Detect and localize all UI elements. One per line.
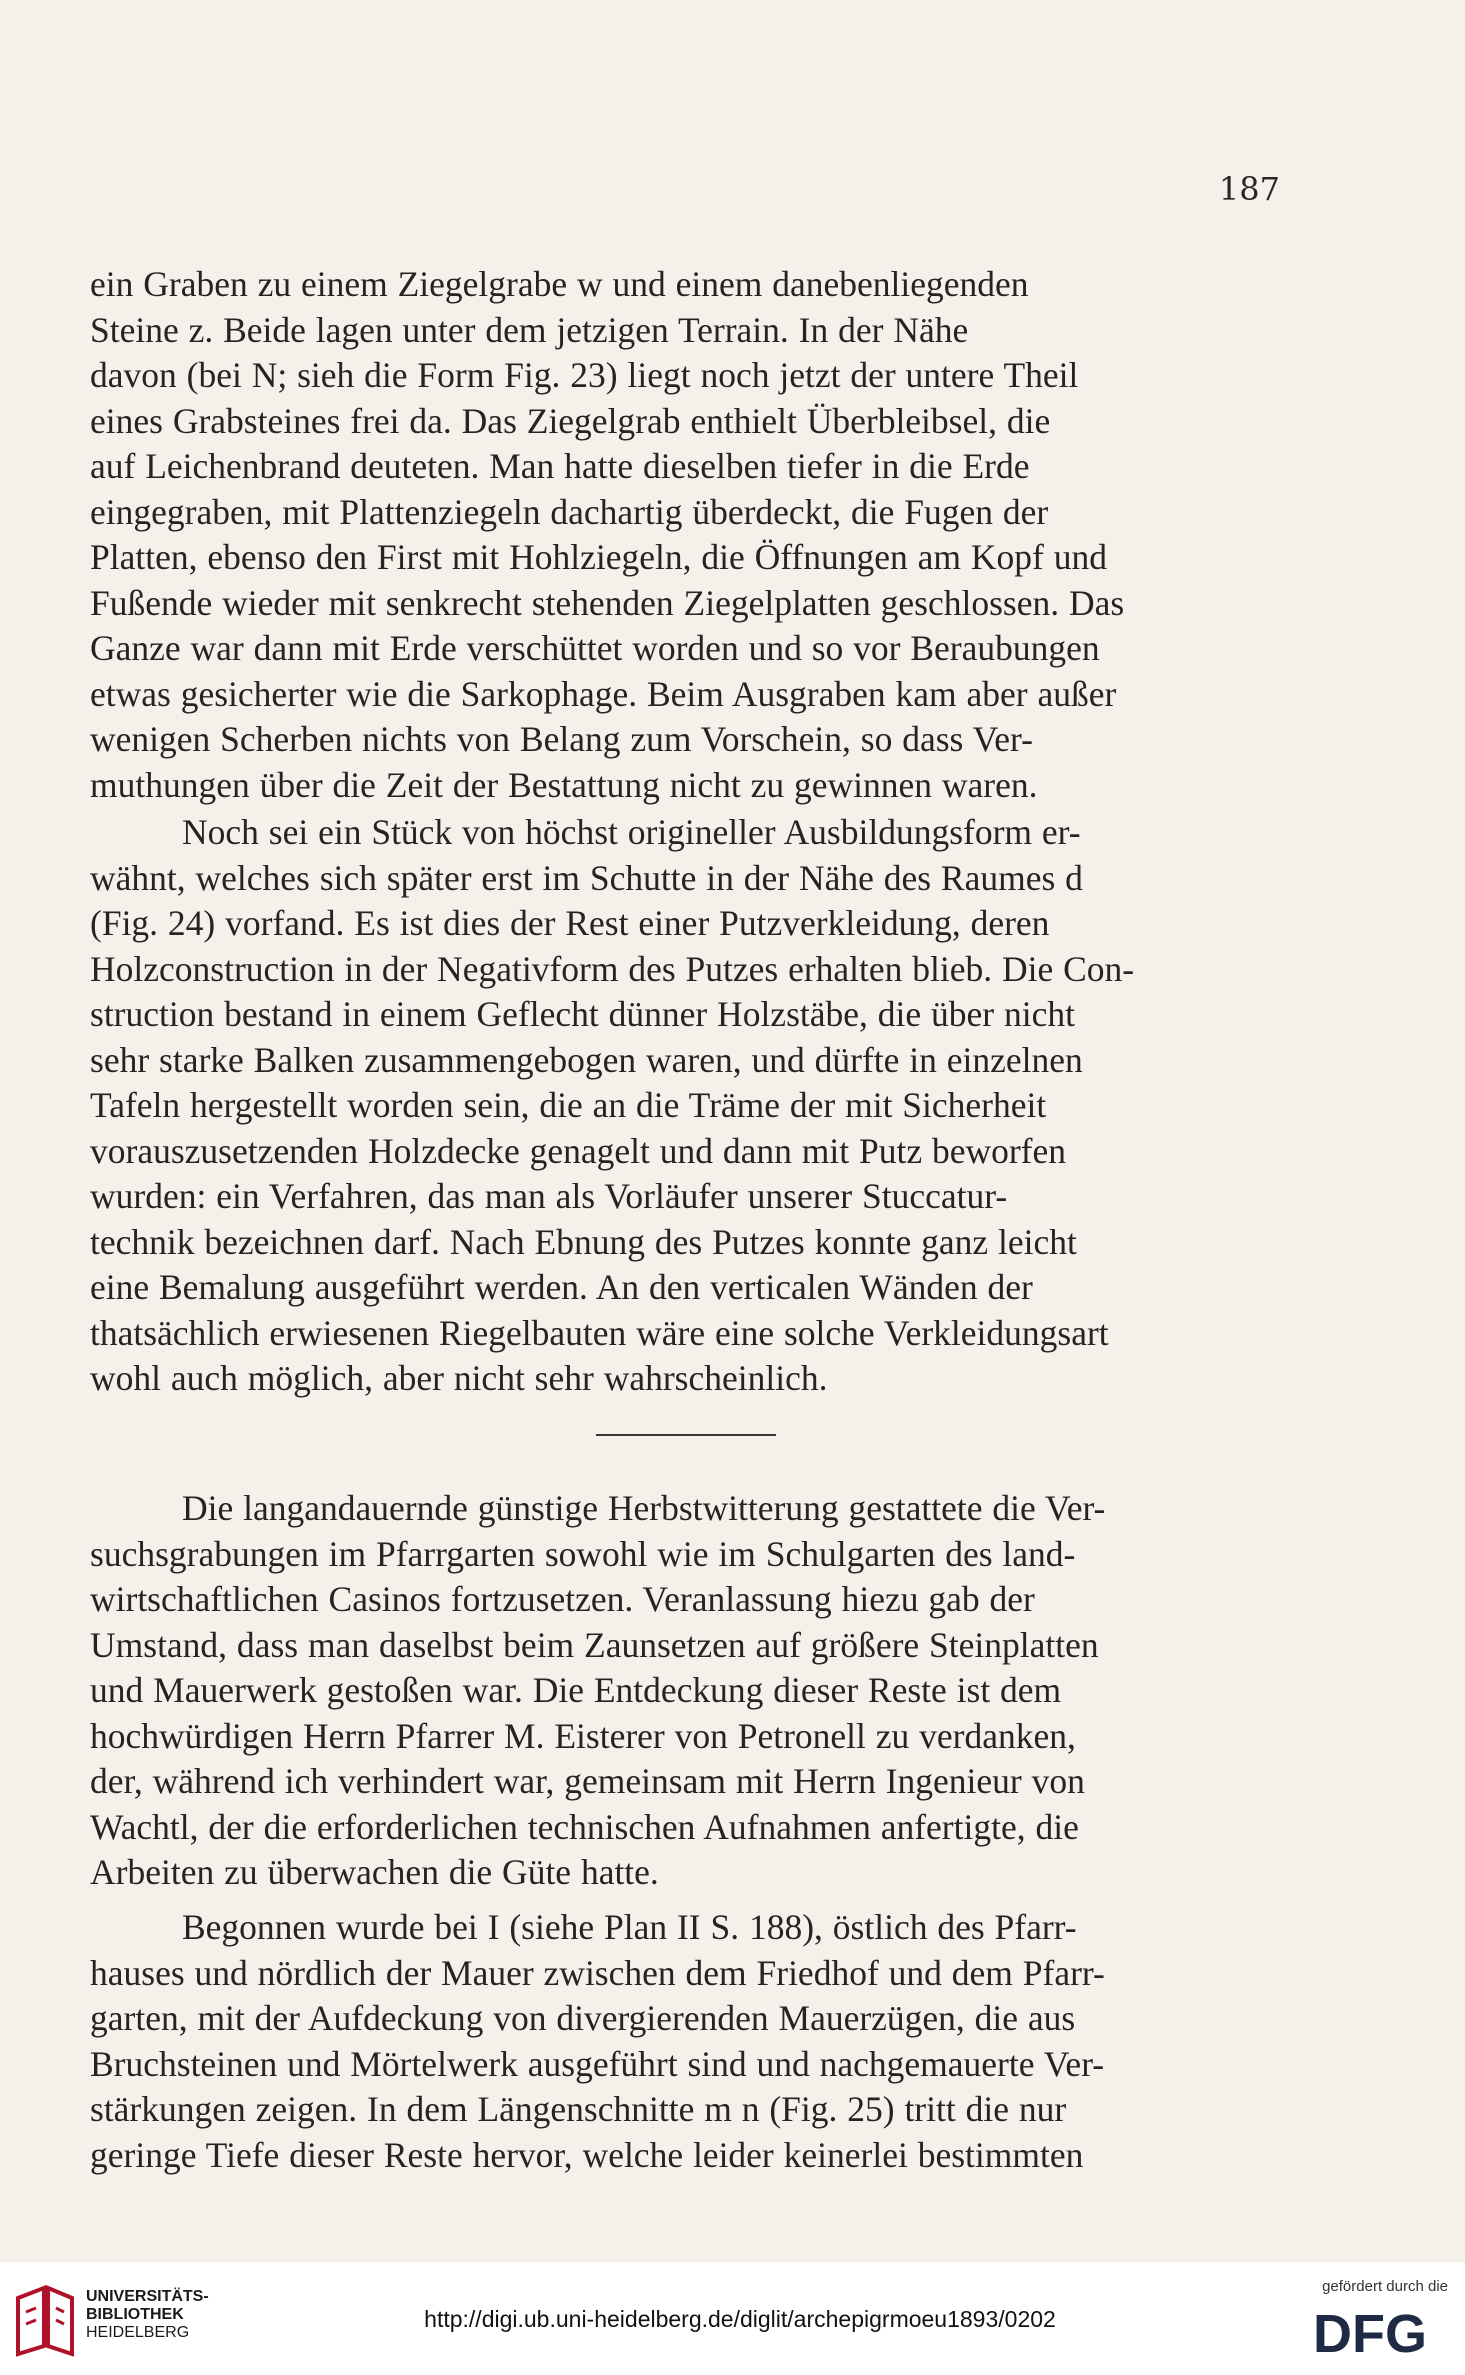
text-line: struction bestand in einem Geflecht dünner Holzstäbe, die über nicht (90, 994, 1075, 1034)
text-line: Holzconstruction in der Negativform des Putzes erhalten blieb. Die Con- (90, 948, 1135, 989)
text-line: Tafeln hergestellt worden sein, die an die Träme der mit Sicherheit (90, 1085, 1047, 1125)
text-line: der, während ich verhindert war, gemeinsam mit Herrn Ingenieur von (90, 1761, 1085, 1801)
text-line: ein Graben zu einem Ziegelgrabe w und einem danebenliegenden (90, 264, 1029, 304)
library-line: HEIDELBERG (86, 2324, 190, 2341)
text-line: eines Grabsteines frei da. Das Ziegelgrab enthielt Überbleibsel, die (90, 400, 1051, 441)
text-line: eingegraben, mit Plattenziegeln dachartig überdeckt, die Fugen der (90, 491, 1049, 532)
text-line: Arbeiten zu überwachen die Güte hatte. (90, 1852, 659, 1892)
dfg-logo-text: DFG (1313, 2304, 1427, 2362)
paragraph-2 (90, 810, 1280, 1402)
library-line: UNIVERSITÄTS- (86, 2288, 209, 2305)
text-line: muthungen über die Zeit der Bestattung nicht zu gewinnen waren. (90, 764, 1038, 805)
text-line: sehr starke Balken zusammengebogen waren, und dürfte in einzelnen (90, 1039, 1083, 1080)
paragraph-4 (90, 1905, 1280, 2178)
text-line: Begonnen wurde bei I (siehe Plan II S. 188), östlich des Pfarr- (182, 1907, 1077, 1947)
text-line: eine Bemalung ausgeführt werden. An den verticalen Wänden der (90, 1267, 1033, 1307)
text-line: Umstand, dass man daselbst beim Zaunsetzen auf größere Steinplatten (90, 1624, 1099, 1665)
library-name (86, 2288, 209, 2342)
text-line: wähnt, welches sich später erst im Schutte in der Nähe des Raumes d (90, 857, 1083, 898)
text-line: etwas gesicherter wie die Sarkophage. Beim Ausgraben kam aber außer (90, 673, 1117, 714)
text-line: wenigen Scherben nichts von Belang zum Vorschein, so dass Ver- (90, 719, 1033, 759)
paragraph-3 (90, 1486, 1280, 1896)
text-line: garten, mit der Aufdeckung von divergierenden Mauerzügen, die aus (90, 1998, 1076, 2038)
text-line: Fußende wieder mit senkrecht stehenden Ziegelplatten geschlossen. Das (90, 582, 1125, 623)
university-library-logo-icon (14, 2284, 76, 2358)
text-line: Die langandauernde günstige Herbstwitterung gestattete die Ver- (182, 1488, 1106, 1528)
text-line: hochwürdigen Herrn Pfarrer M. Eisterer von Petronell zu verdanken, (90, 1715, 1076, 1756)
text-line: Ganze war dann mit Erde verschüttet worden und so vor Beraubungen (90, 628, 1100, 668)
text-line: vorauszusetzenden Holzdecke genagelt und dann mit Putz beworfen (90, 1130, 1067, 1171)
text-line: suchsgrabungen im Pfarrgarten sowohl wie im Schulgarten des land- (90, 1533, 1076, 1574)
text-line: Bruchsteinen und Mörtelwerk ausgeführt sind und nachgemauerte Ver- (90, 2043, 1105, 2084)
library-line: BIBLIOTHEK (86, 2306, 184, 2323)
digitization-footer (0, 2262, 1465, 2375)
text-line: hauses und nördlich der Mauer zwischen dem Friedhof und dem Pfarr- (90, 1952, 1105, 1993)
text-line: technik bezeichnen darf. Nach Ebnung des Putzes konnte ganz leicht (90, 1221, 1077, 1262)
text-line: Wachtl, der die erforderlichen technischen Aufnahmen anfertigte, die (90, 1806, 1079, 1847)
text-line: wurden: ein Verfahren, das man als Vorläufer unserer Stuccatur- (90, 1176, 1008, 1216)
paragraph-1 (90, 262, 1280, 808)
text-line: wirtschaftlichen Casinos fortzusetzen. Veranlassung hiezu gab der (90, 1579, 1035, 1619)
section-divider (596, 1434, 776, 1436)
text-line: auf Leichenbrand deuteten. Man hatte dieselben tiefer in die Erde (90, 446, 1030, 486)
text-line: geringe Tiefe dieser Reste hervor, welche leider keinerlei bestimmten (90, 2134, 1084, 2175)
text-line: (Fig. 24) vorfand. Es ist dies der Rest einer Putzverkleidung, deren (90, 903, 1050, 943)
text-line: und Mauerwerk gestoßen war. Die Entdeckung dieser Reste ist dem (90, 1670, 1062, 1710)
text-line: wohl auch möglich, aber nicht sehr wahrscheinlich. (90, 1358, 828, 1398)
text-line: davon (bei N; sieh die Form Fig. 23) liegt noch jetzt der untere Theil (90, 355, 1079, 395)
page-number: 187 (1218, 170, 1280, 208)
text-line: Noch sei ein Stück von höchst origineller Ausbildungsform er- (182, 812, 1081, 852)
text-line: Platten, ebenso den First mit Hohlziegeln, die Öffnungen am Kopf und (90, 537, 1107, 577)
text-line: thatsächlich erwiesenen Riegelbauten wäre eine solche Verkleidungsart (90, 1312, 1109, 1353)
text-line: Steine z. Beide lagen unter dem jetzigen Terrain. In der Nähe (90, 309, 969, 350)
funded-by-label: gefördert durch die (1322, 2278, 1448, 2295)
text-line: stärkungen zeigen. In dem Längenschnitte m n (Fig. 25) tritt die nur (90, 2089, 1067, 2129)
source-url-link[interactable]: http://digi.ub.uni-heidelberg.de/diglit/archepigrmoeu1893/0202 (424, 2306, 1056, 2332)
dfg-logo-icon (1290, 2302, 1450, 2362)
